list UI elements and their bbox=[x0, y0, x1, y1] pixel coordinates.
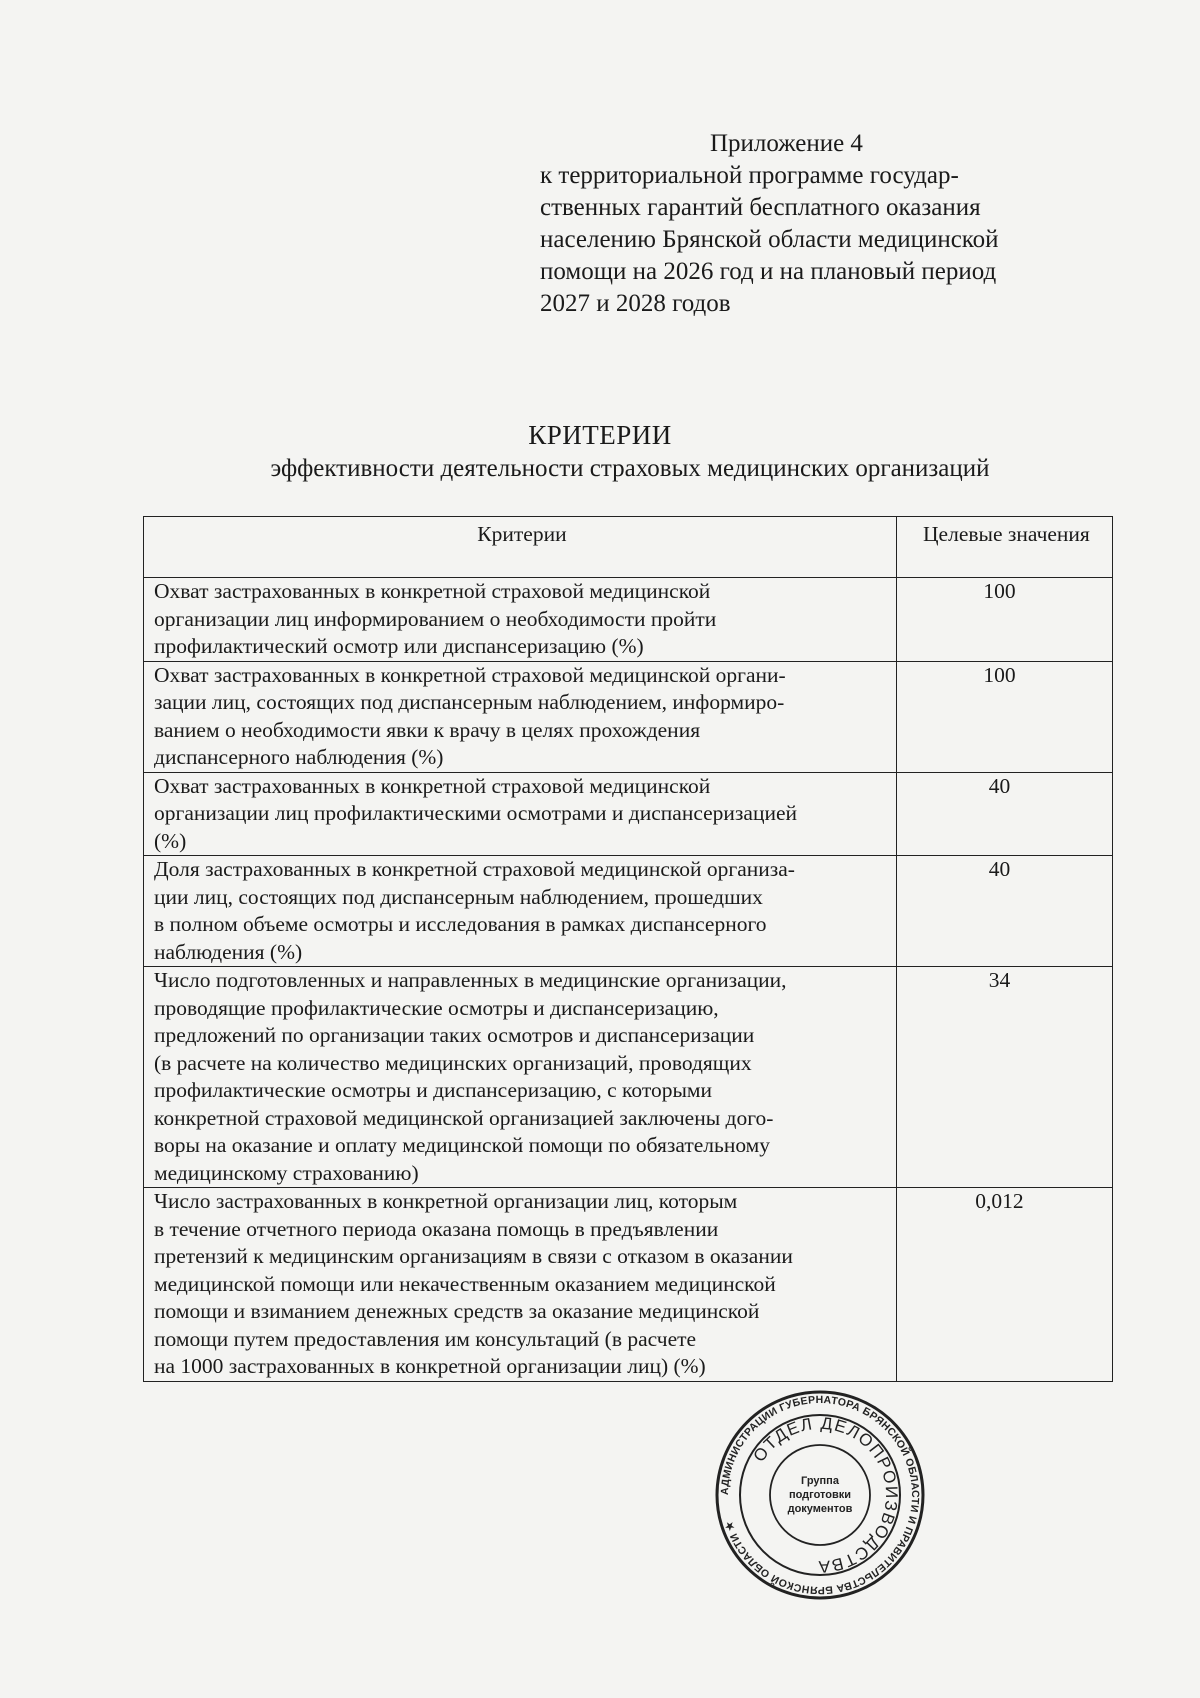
criterion-line: организации лиц информированием о необходимости пройти bbox=[154, 606, 717, 631]
table-row bbox=[144, 661, 1113, 772]
stamp-outer-text: АДМИНИСТРАЦИИ ГУБЕРНАТОРА БРЯНСКОЙ ОБЛАСТИ И ПРАВИТЕЛЬСТВА БРЯНСКОЙ ОБЛАСТИ ★ bbox=[718, 1393, 922, 1597]
criterion-line: на 1000 застрахованных в конкретной организации лиц) (%) bbox=[154, 1354, 706, 1378]
target-value-cell: 40 bbox=[896, 856, 1112, 967]
stamp-seal bbox=[715, 1390, 925, 1600]
criterion-cell bbox=[144, 1188, 897, 1382]
criterion-line: воры на оказание и оплату медицинской помощи по обязательному bbox=[154, 1133, 771, 1157]
target-value-cell: 40 bbox=[896, 772, 1112, 856]
criterion-line: Число застрахованных в конкретной организации лиц, которым bbox=[154, 1189, 738, 1213]
appendix-line: 2027 и 2028 годов bbox=[540, 290, 731, 317]
table-row bbox=[144, 856, 1113, 967]
criterion-line: диспансерного наблюдения (%) bbox=[154, 745, 444, 769]
table-row bbox=[144, 1188, 1113, 1382]
criterion-line: (%) bbox=[154, 828, 187, 853]
appendix-line: к территориальной программе государ- bbox=[540, 162, 959, 189]
criterion-line: предложений по организации таких осмотров и диспансеризации bbox=[154, 1023, 755, 1047]
appendix-title: Приложение 4 bbox=[710, 130, 863, 157]
criterion-line: претензий к медицинским организациям в связи с отказом в оказании bbox=[154, 1244, 793, 1268]
criterion-line: профилактический осмотр или диспансеризацию (%) bbox=[154, 634, 644, 658]
criterion-cell bbox=[144, 772, 897, 856]
target-value-cell: 100 bbox=[896, 578, 1112, 662]
criterion-line: профилактические осмотры и диспансеризацию, с которыми bbox=[154, 1078, 713, 1102]
criterion-line: Число подготовленных и направленных в медицинские организации, bbox=[154, 968, 787, 992]
criteria-table bbox=[143, 516, 1113, 1382]
table-row bbox=[144, 967, 1113, 1188]
header-criteria: Критерии bbox=[144, 517, 897, 578]
criteria-table-body bbox=[144, 578, 1113, 1382]
criterion-cell bbox=[144, 661, 897, 772]
document-title: КРИТЕРИИ bbox=[528, 420, 672, 450]
criterion-line: организации лиц профилактическими осмотрами и диспансеризацией bbox=[154, 801, 798, 825]
stamp-inner-text: ОТДЕЛ ДЕЛОПРОИЗВОДСТВА bbox=[749, 1413, 902, 1577]
stamp-center-line: подготовки bbox=[788, 1489, 852, 1501]
criterion-cell bbox=[144, 856, 897, 967]
criterion-line: помощи путем предоставления им консультаций (в расчете bbox=[154, 1326, 697, 1351]
criterion-line: в течение отчетного периода оказана помощь в предъявлении bbox=[154, 1216, 719, 1241]
official-stamp bbox=[715, 1390, 925, 1600]
criterion-line: в полном объеме осмотры и исследования в рамках диспансерного bbox=[154, 912, 767, 936]
stamp-center-line: Группа bbox=[801, 1475, 839, 1487]
target-value-cell: 34 bbox=[896, 967, 1112, 1188]
criterion-line: Охват застрахованных в конкретной страховой медицинской bbox=[154, 773, 711, 798]
criterion-line: медицинской помощи или некачественным оказанием медицинской bbox=[154, 1271, 776, 1296]
criterion-line: наблюдения (%) bbox=[154, 939, 303, 964]
table-row bbox=[144, 578, 1113, 662]
appendix-line: помощи на 2026 год и на плановый период bbox=[540, 258, 997, 285]
target-value-cell: 0,012 bbox=[896, 1188, 1112, 1382]
criterion-cell bbox=[144, 578, 897, 662]
criterion-line: Охват застрахованных в конкретной страховой медицинской органи- bbox=[154, 662, 786, 687]
table-header-row bbox=[144, 517, 1113, 578]
header-target-values: Целевые значения bbox=[896, 517, 1112, 578]
criterion-line: медицинскому страхованию) bbox=[154, 1160, 419, 1185]
criterion-line: (в расчете на количество медицинских организаций, проводящих bbox=[154, 1050, 752, 1075]
appendix-block bbox=[540, 128, 1100, 320]
criterion-line: конкретной страховой медицинской организацией заключены дого- bbox=[154, 1105, 774, 1130]
criterion-line: Охват застрахованных в конкретной страховой медицинской bbox=[154, 579, 711, 603]
criterion-line: помощи и взиманием денежных средств за оказание медицинской bbox=[154, 1299, 760, 1323]
document-subtitle: эффективности деятельности страховых медицинских организаций bbox=[270, 455, 990, 482]
appendix-line: ственных гарантий бесплатного оказания bbox=[540, 194, 981, 221]
criterion-line: Доля застрахованных в конкретной страховой медицинской организа- bbox=[154, 857, 795, 881]
table-row bbox=[144, 772, 1113, 856]
criterion-line: зации лиц, состоящих под диспансерным наблюдением, информиро- bbox=[154, 690, 785, 714]
stamp-center-line: документов bbox=[787, 1503, 853, 1515]
appendix-line: населению Брянской области медицинской bbox=[540, 226, 999, 253]
criterion-line: проводящие профилактические осмотры и диспансеризацию, bbox=[154, 995, 719, 1020]
criterion-line: ванием о необходимости явки к врачу в целях прохождения bbox=[154, 717, 701, 742]
criterion-line: ции лиц, состоящих под диспансерным наблюдением, прошедших bbox=[154, 884, 763, 909]
target-value-cell: 100 bbox=[896, 661, 1112, 772]
criterion-cell bbox=[144, 967, 897, 1188]
